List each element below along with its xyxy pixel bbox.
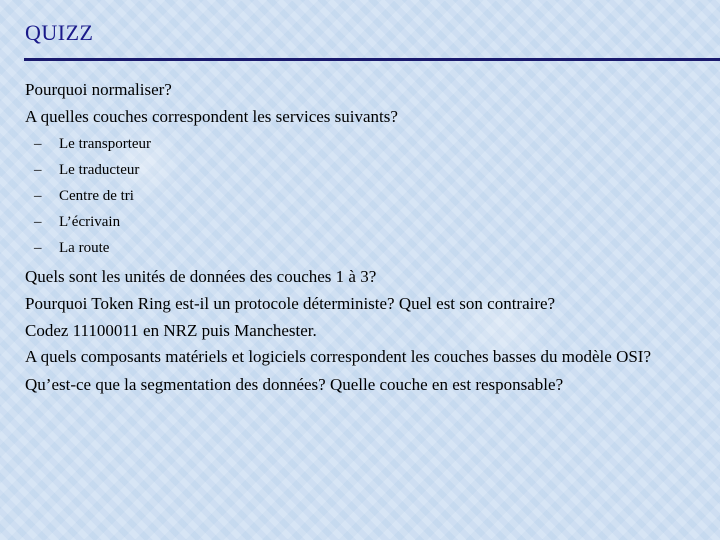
dash-bullet: – (34, 136, 42, 152)
dash-bullet: – (34, 162, 42, 178)
dash-bullet: – (34, 214, 42, 230)
question-7: Qu’est-ce que la segmentation des données? Quelle couche en est responsable? (25, 375, 564, 394)
question-1: Pourquoi normaliser? (25, 80, 172, 99)
list-item (25, 157, 695, 183)
list-item-label: Le traducteur (59, 162, 140, 178)
service-list (25, 131, 695, 261)
slide-title: QUIZZ (25, 20, 94, 45)
dash-bullet: – (34, 188, 42, 204)
list-item (25, 183, 695, 209)
list-item-label: Centre de tri (59, 188, 134, 204)
question-3: Quels sont les unités de données des couches 1 à 3? (25, 267, 377, 286)
dash-bullet: – (34, 240, 42, 256)
list-item (25, 131, 695, 157)
list-item-label: L’écrivain (59, 214, 121, 230)
question-5: Codez 11100011 en NRZ puis Manchester. (25, 321, 317, 340)
list-item (25, 209, 695, 235)
question-2: A quelles couches correspondent les services suivants? (25, 107, 398, 126)
list-item-label: Le transporteur (59, 136, 152, 152)
list-item (25, 235, 695, 261)
question-6: A quels composants matériels et logiciels correspondent les couches basses du modèle OSI? (25, 347, 652, 366)
title-divider (24, 58, 720, 61)
list-item-label: La route (59, 240, 110, 256)
slide-body (25, 76, 695, 398)
question-4: Pourquoi Token Ring est-il un protocole déterministe? Quel est son contraire? (25, 294, 556, 313)
